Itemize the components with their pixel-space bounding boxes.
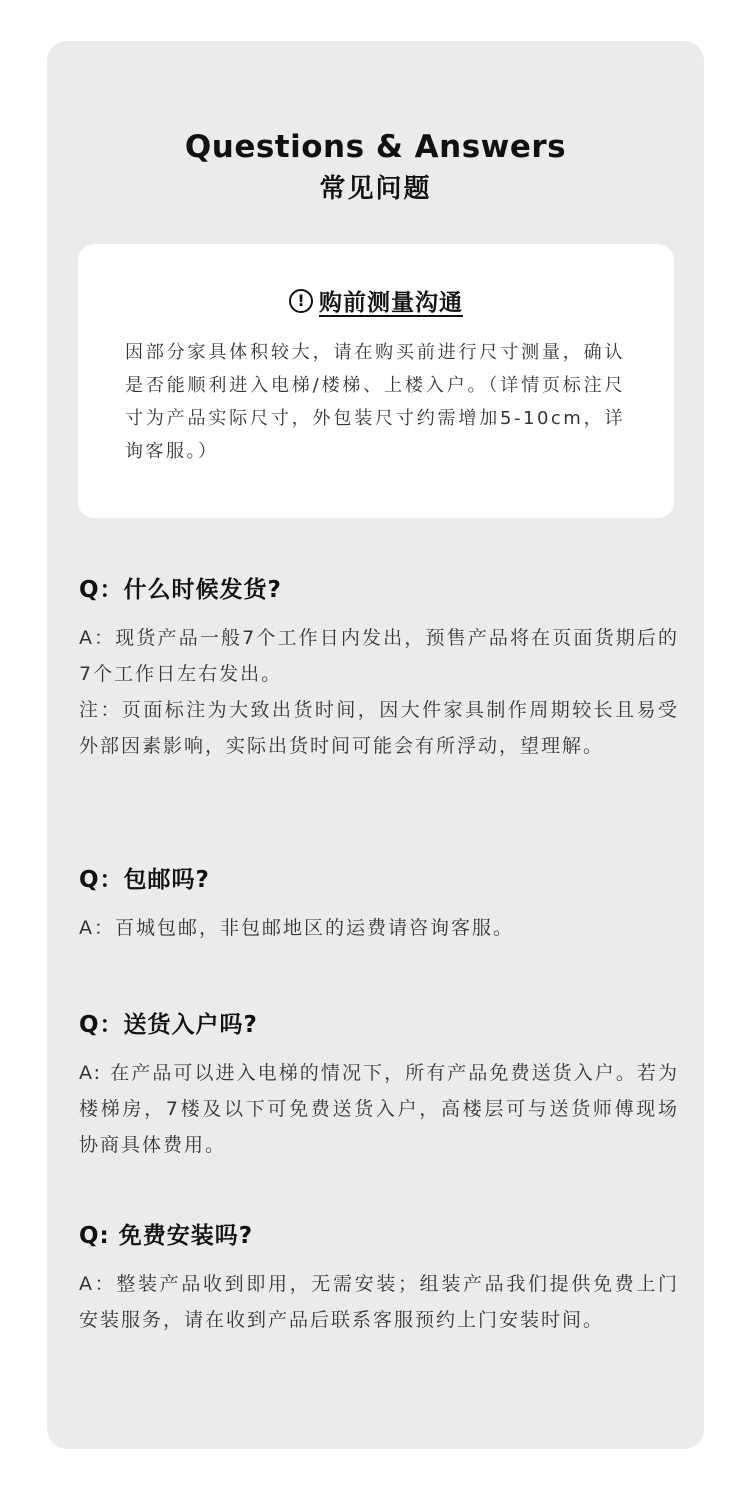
notice-header xyxy=(78,284,674,317)
faq-item-shipping-time xyxy=(79,572,679,764)
faq-answer xyxy=(79,1266,679,1338)
faq-answer-line: A：整装产品收到即用，无需安装；组装产品我们提供免费上门安装服务，请在收到产品后联系客服预约上门安装时间。 xyxy=(79,1273,679,1331)
faq-answer xyxy=(79,1055,679,1163)
measurement-notice-card xyxy=(78,244,674,518)
faq-answer-note: 注：页面标注为大致出货时间，因大件家具制作周期较长且易受外部因素影响，实际出货时间可能会有所浮动，望理解。 xyxy=(79,699,679,757)
faq-answer xyxy=(79,620,679,764)
faq-item-home-delivery xyxy=(79,1007,679,1163)
notice-title: 购前测量沟通 xyxy=(319,290,463,316)
page-title-english: Questions & Answers xyxy=(184,129,567,165)
faq-question: Q：什么时候发货? xyxy=(79,577,282,603)
faq-item-free-installation xyxy=(79,1218,679,1338)
faq-question: Q: 免费安装吗? xyxy=(79,1223,254,1249)
faq-answer-line: A：百城包邮，非包邮地区的运费请咨询客服。 xyxy=(79,917,514,939)
faq-question: Q：送货入户吗? xyxy=(79,1012,258,1038)
page-title-chinese: 常见问题 xyxy=(319,174,432,204)
faq-answer-line: A: 在产品可以进入电梯的情况下，所有产品免费送货入户。若为楼梯房，7楼及以下可免费送货入户，高楼层可与送货师傅现场协商具体费用。 xyxy=(79,1062,679,1156)
faq-answer-line: A：现货产品一般7个工作日内发出，预售产品将在页面货期后的7个工作日左右发出。 xyxy=(79,627,679,685)
exclamation-circle-icon: ! xyxy=(289,289,313,313)
faq-answer xyxy=(79,910,679,946)
notice-body: 因部分家具体积较大，请在购买前进行尺寸测量，确认是否能顺利进入电梯/楼梯、上楼入户。（详情页标注尺寸为产品实际尺寸，外包装尺寸约需增加5-10cm，详询客服。） xyxy=(125,342,625,462)
faq-panel xyxy=(47,41,704,1449)
faq-question: Q：包邮吗? xyxy=(79,867,210,893)
faq-item-free-shipping xyxy=(79,862,679,946)
